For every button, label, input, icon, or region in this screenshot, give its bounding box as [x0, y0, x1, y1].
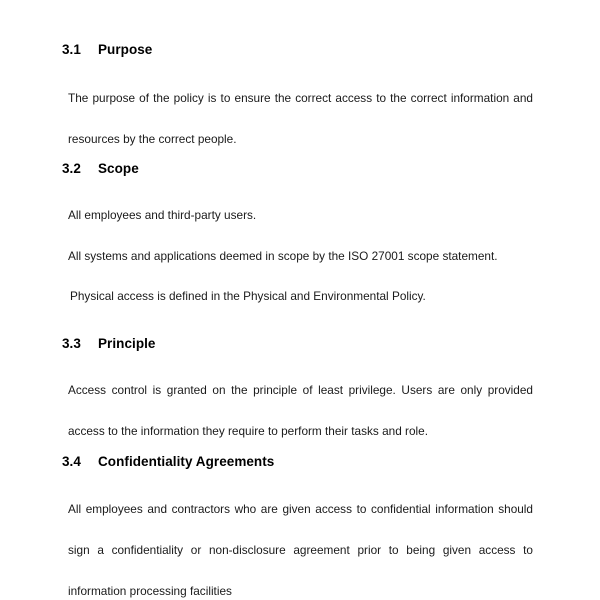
section-title-3-2: Scope	[98, 161, 139, 176]
section-paragraph-3-2-1: All employees and third-party users.	[68, 208, 257, 222]
section-number-3-2: 3.2	[62, 161, 81, 176]
section-paragraph-3-1-1: The purpose of the policy is to ensure the correct access to the correct information and resources by the correct people.	[68, 91, 533, 146]
section-title-3-4: Confidentiality Agreements	[98, 454, 275, 469]
section-title-3-1: Purpose	[98, 42, 153, 57]
chapter-title	[62, 0, 532, 1]
section-heading-3-4	[62, 454, 274, 469]
section-heading-3-2	[62, 161, 139, 176]
section-paragraph-3-2-3: Physical access is defined in the Physical and Environmental Policy.	[70, 289, 426, 303]
section-paragraph-3-2-2: All systems and applications deemed in scope by the ISO 27001 scope statement.	[68, 249, 498, 263]
section-heading-3-3	[62, 336, 155, 351]
section-heading-3-1	[62, 42, 152, 57]
section-paragraph-3-4-1: All employees and contractors who are given access to confidential information should sign a confidentiality or non-disclosure agreement prior to being given access to information processing facilities	[68, 502, 533, 598]
section-title-3-3: Principle	[98, 336, 156, 351]
section-number-3-3: 3.3	[62, 336, 81, 351]
section-number-3-1: 3.1	[62, 42, 81, 57]
section-number-3-4: 3.4	[62, 454, 81, 469]
chapter-number	[62, 0, 98, 1]
section-paragraph-3-3-1: Access control is granted on the principle of least privilege. Users are only provided access to the information they require to perform their tasks and role.	[68, 383, 533, 438]
